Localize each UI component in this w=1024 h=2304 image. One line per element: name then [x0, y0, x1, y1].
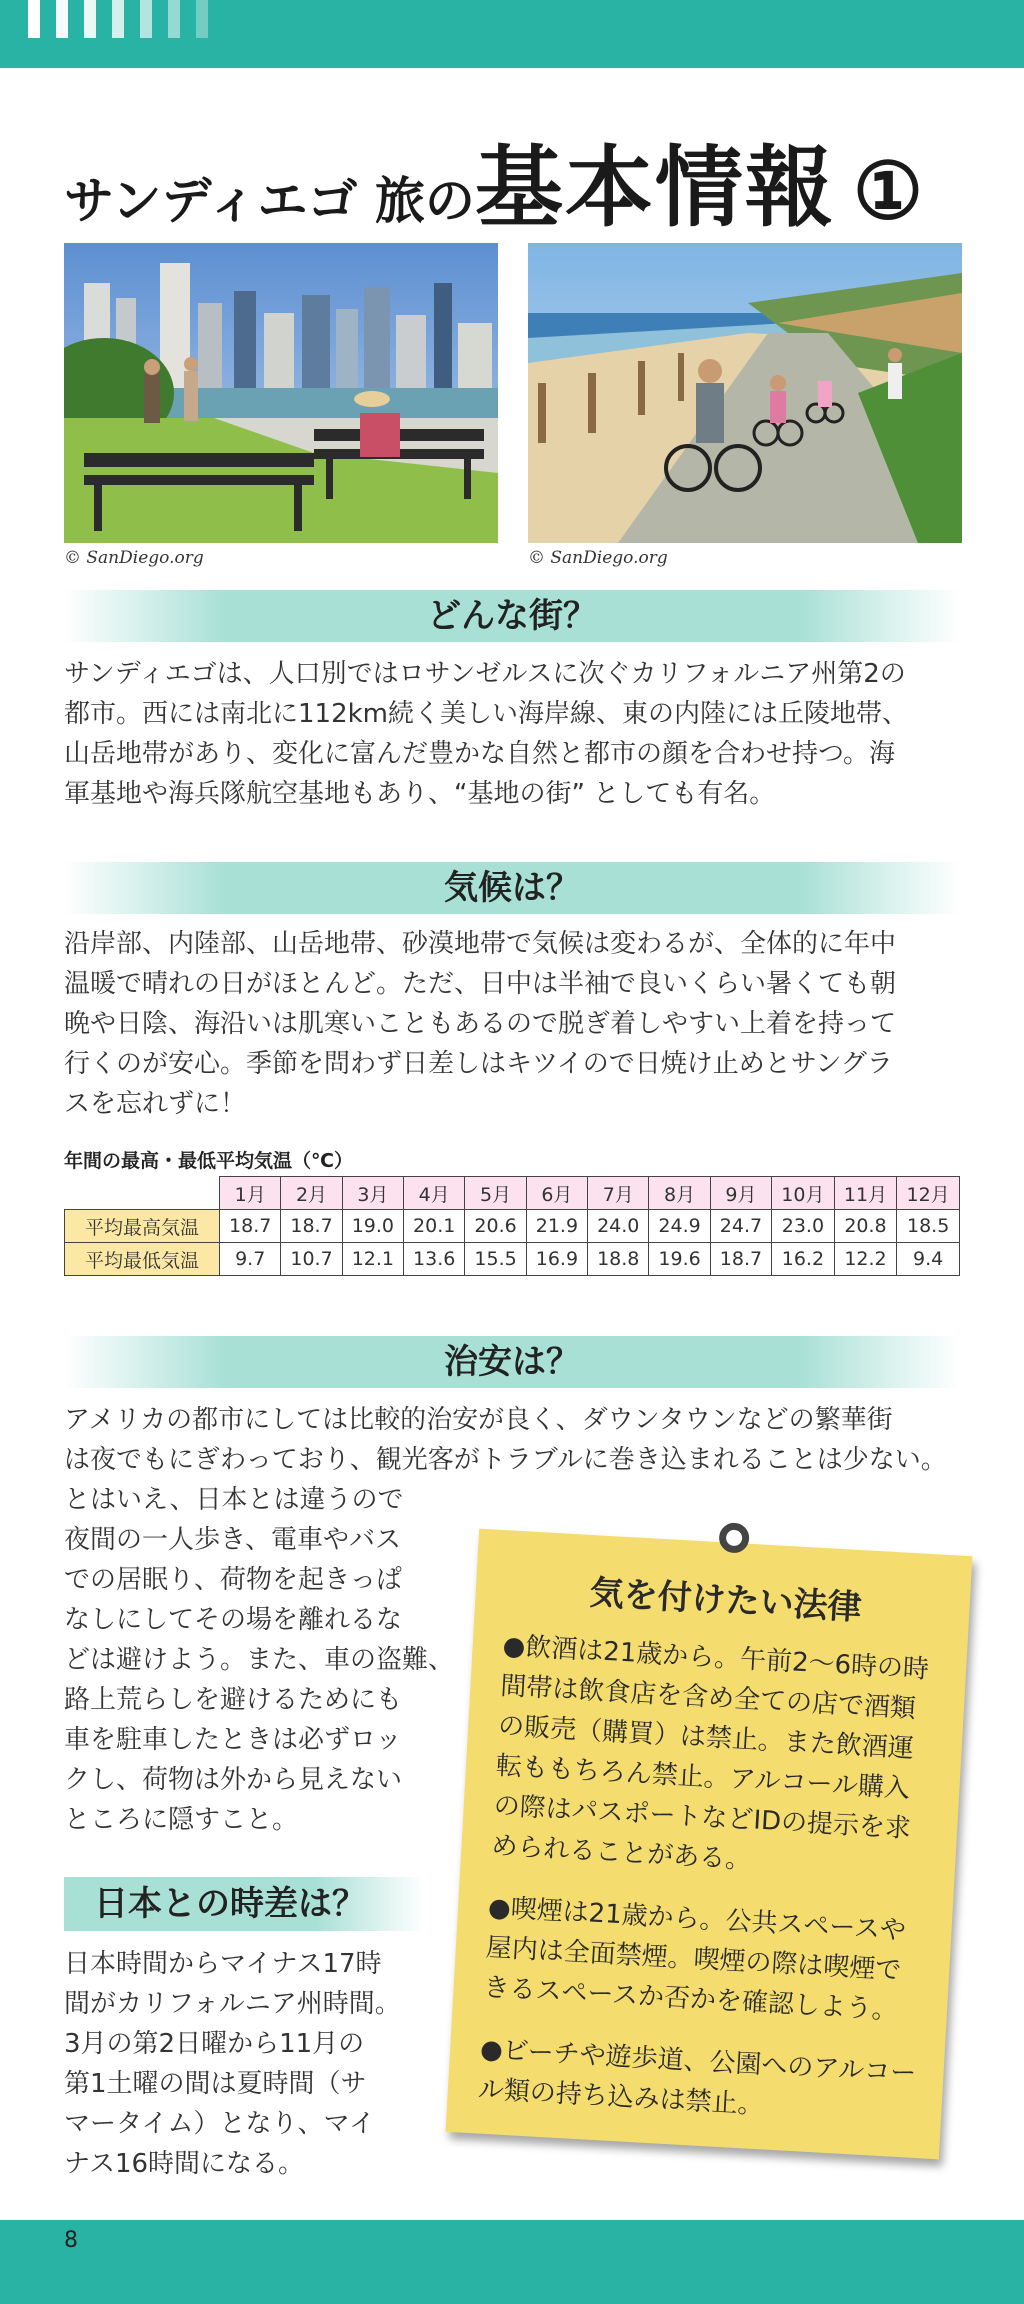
table-cell: 18.7	[281, 1210, 342, 1243]
table-cell: 20.1	[404, 1210, 465, 1243]
table-corner	[65, 1177, 220, 1210]
title-main: 基本情報	[474, 135, 835, 239]
pin-icon	[718, 1522, 750, 1554]
table-cell: 24.0	[588, 1210, 649, 1243]
table-cell: 24.9	[649, 1210, 710, 1243]
text-line: 車を駐車したときは必ずロッ	[64, 1725, 402, 1755]
title-number: ①	[852, 146, 923, 237]
heading-climate: 気候は？	[64, 862, 960, 914]
table-cell: 13.6	[404, 1243, 465, 1276]
month-cell: 4月	[404, 1177, 465, 1210]
heading-time-difference: 日本との時差は？	[64, 1877, 424, 1931]
heading-town: どんな街？	[64, 590, 960, 642]
text-line: 第1土曜の間は夏時間（サ	[64, 2069, 367, 2099]
table-cell: 18.7	[710, 1243, 771, 1276]
table-header-row	[65, 1177, 960, 1210]
stripe-decoration	[168, 0, 180, 38]
text-line: クし、荷物は外から見えない	[64, 1765, 403, 1795]
photo-credit: © SanDiego.org	[64, 548, 204, 568]
table-cell: 21.9	[526, 1210, 587, 1243]
table-caption: 年間の最高・最低平均気温（℃）	[64, 1150, 354, 1172]
stripe-decoration	[84, 0, 96, 38]
text-line: どは避けよう。また、車の盗難、	[64, 1645, 455, 1675]
table-cell: 24.7	[710, 1210, 771, 1243]
paragraph-town	[64, 654, 984, 814]
month-cell: 10月	[772, 1177, 835, 1210]
table-cell: 10.7	[281, 1243, 342, 1276]
stripe-decoration	[56, 0, 68, 38]
text-line: なしにしてその場を離れるな	[64, 1605, 403, 1635]
row-label: 平均最低気温	[65, 1243, 220, 1276]
month-cell: 11月	[834, 1177, 897, 1210]
table-row	[65, 1210, 960, 1243]
table-cell: 19.6	[649, 1243, 710, 1276]
table-row	[65, 1243, 960, 1276]
photo-credit: © SanDiego.org	[528, 548, 668, 568]
text-line: 沿岸部、内陸部、山岳地帯、砂漠地帯で気候は変わるが、全体的に年中	[64, 929, 897, 959]
title-prefix: サンディエゴ 旅の	[64, 171, 475, 230]
table-cell: 18.7	[220, 1210, 281, 1243]
laws-note	[462, 1542, 974, 2182]
note-item: ●飲酒は21歳から。午前2～6時の時間帯は飲食店を含め全ての店で酒類の販売（購買）は禁止。また飲酒運転ももちろん禁止。アルコール購入の際はパスポートなどIDの提示を求められることがある。	[490, 1631, 930, 1876]
paragraph-safety-narrow	[64, 1480, 464, 1840]
table-cell: 23.0	[772, 1210, 835, 1243]
month-cell: 3月	[342, 1177, 403, 1210]
paragraph-climate	[64, 924, 984, 1124]
text-line: サンディエゴは、人口別ではロサンゼルスに次ぐカリフォルニア州第2の	[64, 659, 906, 689]
text-line: とはいえ、日本とは違うので	[64, 1485, 404, 1515]
photo-city-park	[64, 243, 498, 543]
table-cell: 15.5	[465, 1243, 526, 1276]
paragraph-time-difference	[64, 1944, 464, 2184]
month-cell: 5月	[465, 1177, 526, 1210]
text-line: は夜でもにぎわっており、観光客がトラブルに巻き込まれることは少ない。	[64, 1445, 947, 1475]
text-line: 温暖で晴れの日がほとんど。ただ、日中は半袖で良いくらい暑くても朝	[64, 969, 897, 999]
text-line: 夜間の一人歩き、電車やバス	[64, 1525, 401, 1555]
text-line: 山岳地帯があり、変化に富んだ豊かな自然と都市の顔を合わせ持つ。海	[64, 739, 895, 769]
month-cell: 2月	[281, 1177, 342, 1210]
photo-beach-cyclists	[528, 243, 962, 543]
note-title: 気を付けたい法律	[588, 1572, 863, 1629]
month-cell: 8月	[649, 1177, 710, 1210]
heading-safety: 治安は？	[64, 1336, 960, 1388]
stripe-decoration	[196, 0, 208, 38]
table-cell: 18.8	[588, 1243, 649, 1276]
text-line: スを忘れずに！	[64, 1089, 247, 1119]
note-item: ●ビーチや遊歩道、公園へのアルコール類の持ち込みは禁止。	[477, 2034, 917, 2121]
table-cell: 16.2	[772, 1243, 835, 1276]
table-cell: 9.4	[897, 1243, 960, 1276]
note-card	[446, 1529, 973, 2160]
stripe-decoration	[140, 0, 152, 38]
table-cell: 9.7	[220, 1243, 281, 1276]
month-cell: 7月	[588, 1177, 649, 1210]
month-cell: 1月	[220, 1177, 281, 1210]
text-line: 軍基地や海兵隊航空基地もあり、“基地の街” としても有名。	[64, 779, 776, 809]
month-cell: 6月	[526, 1177, 587, 1210]
table-cell: 12.2	[834, 1243, 897, 1276]
text-line: ナス16時間になる。	[64, 2149, 305, 2179]
text-line: 行くのが安心。季節を問わず日差しはキツイので日焼け止めとサングラ	[64, 1049, 893, 1079]
page-title	[64, 118, 984, 239]
text-line: アメリカの都市にしては比較的治安が良く、ダウンタウンなどの繁華街	[64, 1405, 893, 1435]
table-cell: 20.8	[834, 1210, 897, 1243]
note-content	[476, 1566, 947, 2156]
table-cell: 18.5	[897, 1210, 960, 1243]
table-cell: 19.0	[342, 1210, 403, 1243]
month-cell: 12月	[897, 1177, 960, 1210]
paragraph-safety	[64, 1400, 994, 1480]
stripe-decoration	[28, 0, 40, 38]
table-cell: 12.1	[342, 1243, 403, 1276]
text-line: 3月の第2日曜から11月の	[64, 2029, 365, 2059]
top-color-bar	[0, 0, 1024, 68]
stripe-decoration	[112, 0, 124, 38]
table-cell: 20.6	[465, 1210, 526, 1243]
table-cell: 16.9	[526, 1243, 587, 1276]
text-line: ところに隠すこと。	[64, 1805, 299, 1835]
text-line: 間がカリフォルニア州時間。	[64, 1989, 401, 2019]
text-line: での居眠り、荷物を起きっぱ	[64, 1565, 403, 1595]
note-item: ●喫煙は21歳から。公共スペースや屋内は全面禁煙。喫煙の際は喫煙できるスペースか否かを確認しよう。	[482, 1892, 907, 2026]
text-line: 都市。西には南北に112km続く美しい海岸線、東の内陸には丘陵地帯、	[64, 699, 909, 729]
text-line: マータイム）となり、マイ	[64, 2109, 375, 2139]
row-label: 平均最高気温	[65, 1210, 220, 1243]
text-line: 晩や日陰、海沿いは肌寒いこともあるので脱ぎ着しやすい上着を持って	[64, 1009, 897, 1039]
month-cell: 9月	[710, 1177, 771, 1210]
footer-bar	[0, 2220, 1024, 2304]
text-line: 日本時間からマイナス17時	[64, 1949, 382, 1979]
text-line: 路上荒らしを避けるためにも	[64, 1685, 403, 1715]
page-number: 8	[64, 2228, 78, 2253]
temperature-table	[64, 1176, 960, 1276]
